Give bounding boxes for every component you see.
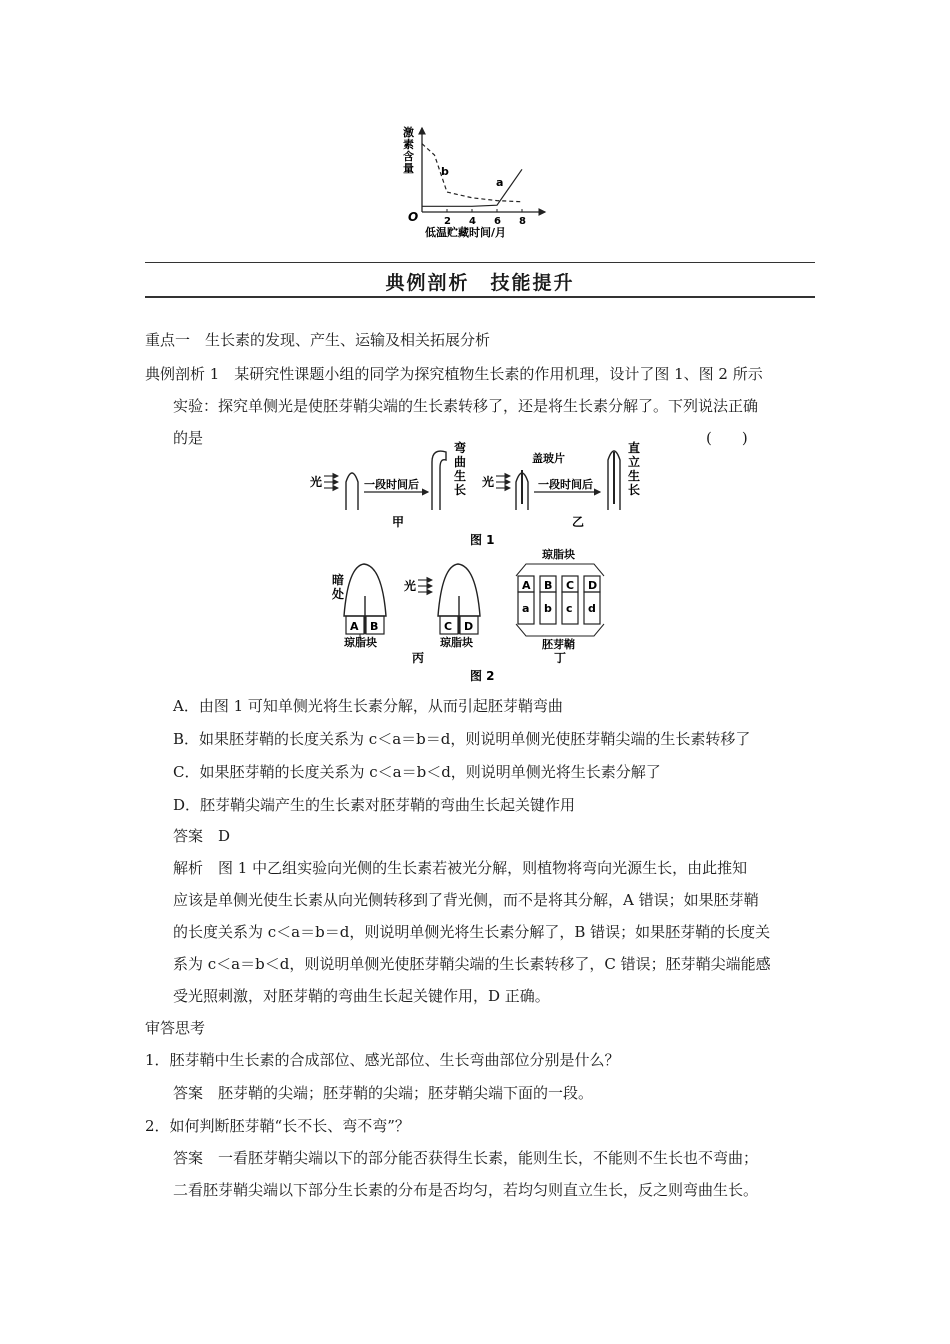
hormone-chart [395,122,570,242]
ding-coleoptile-label: a [522,602,530,615]
straight-label: 直立生长 [628,441,641,497]
option-b: B．如果胚芽鞘的长度关系为 c＜a＝b＝d，则说明单侧光使胚芽鞘尖端的生长素转移了 [173,730,751,748]
x-axis-label: 低温贮藏时间/月 [425,226,507,239]
coleoptile-label: 胚芽鞘 [542,638,575,651]
series-line-a [422,169,522,206]
series-line-b [422,144,522,202]
block-B-label: B [370,620,379,633]
ding-block-label: D [588,579,598,592]
review-heading: 审答思考 [145,1019,206,1037]
analysis-line-5: 受光照刺激，对胚芽鞘的弯曲生长起关键作用，D 正确。 [173,987,550,1005]
question-line-2: 实验：探究单侧光是使胚芽鞘尖端的生长素转移了，还是将生长素分解了。下列说法正确 [173,397,759,415]
answer-blank: ( ) [706,429,748,447]
ding-block-label: A [522,579,531,592]
agar-top-label: 琼脂块 [542,548,575,561]
series-label-a: a [496,176,504,189]
fig1-yi-label: 乙 [572,515,585,529]
question-line-3: 的是 [173,429,204,447]
x-tick-label: 8 [519,216,526,227]
x-tick-label: 2 [444,216,451,227]
ding-coleoptile-label: c [566,602,573,615]
question-line-1: 典例剖析 1 某研究性课题小组的同学为探究植物生长素的作用机理，设计了图 1、图 2 所示 [145,365,763,383]
fig1-light-label-yi: 光 [482,475,495,489]
section-banner: 典例剖析 技能提升 [385,272,575,294]
analysis-line-3: 的长度关系为 c＜a＝b＝d，则说明单侧光将生长素分解了，B 错误；如果胚芽鞘的长度关 [173,923,771,941]
time-text-jia: 一段时间后 [364,478,419,491]
analysis-line-4: 系为 c＜a＝b＜d，则说明单侧光使胚芽鞘尖端的生长素转移了，C 错误；胚芽鞘尖端能感 [173,955,771,973]
time-text-yi: 一段时间后 [538,478,593,491]
answer-2-line-1: 答案 一看胚芽鞘尖端以下的部分能否获得生长素，能则生长，不能则不生长也不弯曲； [173,1149,759,1167]
agar-label-bing: 琼脂块 [344,636,377,649]
ding-block-label: C [566,579,575,592]
x-tick-label: 6 [494,216,501,227]
fig2-light-label: 光 [404,579,417,593]
fig2-bing-label: 丙 [412,651,425,665]
fig2-caption: 图 2 [470,669,495,683]
fig1-jia-label: 甲 [392,515,405,529]
origin-label: O [408,210,419,224]
figure-2 [330,546,630,686]
fig2-ding-label: 丁 [554,651,567,665]
analysis-line-2: 应该是单侧光使生长素从向光侧转移到了背光侧，而不是将其分解，A 错误；如果胚芽鞘 [173,891,759,909]
dark-label: 暗处 [332,573,345,601]
fig1-light-label-jia: 光 [310,475,323,489]
analysis-line-1: 解析 图 1 中乙组实验向光侧的生长素若被光分解，则植物将弯向光源生长，由此推知 [173,859,748,877]
answer-2-line-2: 二看胚芽鞘尖端以下部分生长素的分布是否均匀，若均匀则直立生长，反之则弯曲生长。 [173,1181,759,1199]
bend-label: 弯曲生长 [454,441,467,497]
answer-1: 答案 胚芽鞘的尖端；胚芽鞘的尖端；胚芽鞘尖端下面的一段。 [173,1084,594,1102]
agar-bracket-top [516,564,604,576]
coleoptile-jia-bent [432,451,446,510]
x-tick-label: 4 [469,216,476,227]
fig1-caption: 图 1 [470,533,495,547]
agar-label-light: 琼脂块 [440,636,473,649]
option-a: A．由图 1 可知单侧光将生长素分解，从而引起胚芽鞘弯曲 [173,697,563,715]
light-arrows-icon [324,476,338,488]
option-d: D．胚芽鞘尖端产生的生长素对胚芽鞘的弯曲生长起关键作用 [173,796,576,814]
y-axis-label: 激素含量 [403,126,414,175]
light-arrows-icon [418,580,432,592]
ding-coleoptile-label: b [544,602,552,615]
coleoptile-jia-before [346,473,358,510]
question-1: 1．胚芽鞘中生长素的合成部位、感光部位、生长弯曲部位分别是什么？ [145,1051,620,1069]
block-D-label: D [464,620,474,633]
answer-line: 答案 D [173,827,231,845]
banner-bottom-rule [145,296,815,298]
ding-coleoptile-label: d [588,602,596,615]
coleoptile-bracket-bottom [516,624,604,636]
banner-top-rule [145,262,815,263]
question-2: 2．如何判断胚芽鞘“长不长、弯不弯”？ [145,1117,410,1135]
key-point-heading: 重点一 生长素的发现、产生、运输及相关拓展分析 [145,331,491,349]
figure-1 [300,440,660,548]
cover-glass-label: 盖玻片 [532,452,565,465]
option-c: C．如果胚芽鞘的长度关系为 c＜a＝b＜d，则说明单侧光将生长素分解了 [173,763,661,781]
block-C-label: C [444,620,453,633]
block-A-label: A [350,620,359,633]
series-label-b: b [441,165,449,178]
ding-block-label: B [544,579,553,592]
light-arrows-icon [496,476,510,488]
